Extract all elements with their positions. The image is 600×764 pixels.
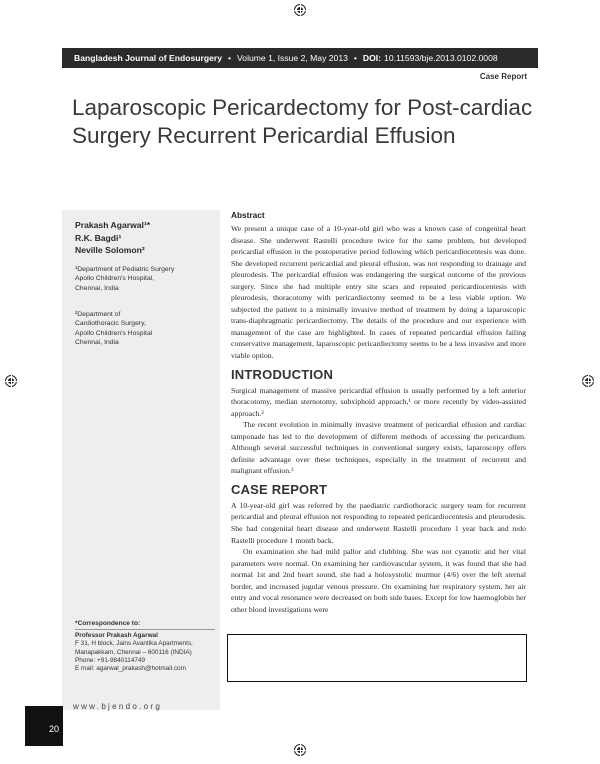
footer-edge-block: [25, 706, 63, 746]
header-separator: •: [353, 53, 357, 63]
affiliation-2: [75, 310, 215, 348]
page-number: 20: [49, 724, 60, 734]
correspondence-block: [75, 632, 220, 673]
article-body: [231, 210, 526, 615]
article-type-label: Case Report: [479, 72, 527, 81]
doi-label: DOI:: [362, 53, 382, 63]
case-report-heading: CASE REPORT: [231, 481, 328, 497]
correspondence-name: Professor Prakash Agarwal: [75, 632, 158, 639]
correspondence-divider: [75, 629, 215, 630]
author-name: Neville Solomon²: [75, 245, 145, 255]
affiliation-line: ²Department of: [75, 311, 121, 318]
correspondence-email[interactable]: E mail: agarwal_prakash@hotmail.com: [75, 665, 186, 673]
correspondence-heading: *Correspondence to:: [75, 620, 141, 627]
selection-highlight-box: [227, 634, 527, 682]
correspondence-phone: Phone: +91-9840114749: [75, 656, 146, 664]
affiliation-line: Chennai, India: [75, 284, 119, 292]
doi-link[interactable]: 10.11593/bje.2013.0102.0008: [384, 53, 498, 63]
registration-mark-right: [583, 376, 593, 386]
introduction-paragraph: Surgical management of massive pericardial effusion is usually performed by a left anterior thoracotomy, median sternotomy, subxiphoid approach,¹ or more recently by video-assisted approach.²: [231, 385, 526, 418]
correspondence-line: Manapakkam, Chennai – 600116 (INDIA): [75, 648, 192, 656]
journal-name: Bangladesh Journal of Endosurgery: [74, 53, 223, 63]
journal-issue: Volume 1, Issue 2, May 2013: [237, 53, 348, 63]
affiliation-line: Chennai, India: [75, 339, 119, 347]
header-separator: •: [228, 53, 232, 63]
case-report-paragraph: On examination she had mild pallor and clubbing. She was not cyanotic and her vital parameters were normal. On examining her cardiovascular system, it was found that she had normal 1st and 2nd heart sound, she had a holosystolic murmur (4/6) over the left sternal border, and increased jugular venous pressure. On examining her respiratory system, her air entry and vocal resonance were decreased on both side bases. Except for low haemoglobin her other blood investigations were: [231, 547, 526, 614]
registration-mark-top: [295, 5, 305, 15]
journal-url[interactable]: www.bjendo.org: [73, 702, 163, 711]
journal-header-bar: [62, 48, 538, 68]
author-name: R.K. Bagdi¹: [75, 232, 122, 243]
affiliation-line: ¹Department of Pediatric Surgery: [75, 266, 175, 273]
registration-mark-bottom: [295, 745, 305, 755]
affiliation-1: [75, 265, 215, 293]
abstract-text: We present a unique case of a 10-year-old girl who was a known case of congenital heart disease. She underwent Rastelli procedure twice for the same problem, but developed pericardial effusion in the postoperative period following which pericardiocentesis was done. She developed recurrent pericardial and pleural effusion, was not responding to drainage and pleurodesis. The pericardial effusion was endangering the surgical outcome of the previous surgery. Since she had multiple entry site scars and repeated pericardiocentesis with pleurodesis, thoracotomy with pericardiectomy seemed to be a less viable option. We subjected the patient to a minimally invasive method of treatment by doing a laparoscopic trans-diaphragmatic pericardiectomy. The details of the procedure and our experience with management of the case are highlighted. In cases of repeated pericardial effusion failing conservative management, laparoscopic pericardiectomy seems to be a less invasive and more viable option.: [231, 224, 526, 361]
introduction-paragraph: The recent evolution in minimally invasive treatment of pericardial effusion and cardiac tamponade has led to the development of different methods of accessing the pericardium. Although several successful techniques in conventional surgery exists, laparoscopy offers definite advantage over these techniques, especially in the treatment of recurrent and malignant effusion.³: [231, 420, 526, 476]
affiliation-line: Apollo Children's Hospital,: [75, 275, 155, 283]
author-name: Prakash Agarwal¹*: [75, 220, 151, 230]
introduction-heading: INTRODUCTION: [231, 366, 334, 382]
case-report-paragraph: A 10-year-old girl was referred by the paediatric cardiothoracic surgery team for recurrent pericardial and pleural effusion not responding to repeated pericardiocentesis and pleurodesis. She had congenital heart disease and underwent Rastelli procedure 1 year back and redo Rastelli procedure 1 month back.: [231, 500, 526, 545]
author-list: [75, 219, 150, 257]
article-title: Laparoscopic Pericardectomy for Post-cardiac Surgery Recurrent Pericardial Effusion: [72, 95, 533, 148]
correspondence-line: F 31, H block, Jains Avantika Apartments,: [75, 640, 193, 648]
registration-mark-left: [6, 376, 16, 386]
affiliation-line: Apollo Children's Hospital: [75, 329, 153, 337]
abstract-heading: Abstract: [231, 210, 265, 220]
affiliation-line: Cardiothoracic Surgery,: [75, 320, 146, 328]
